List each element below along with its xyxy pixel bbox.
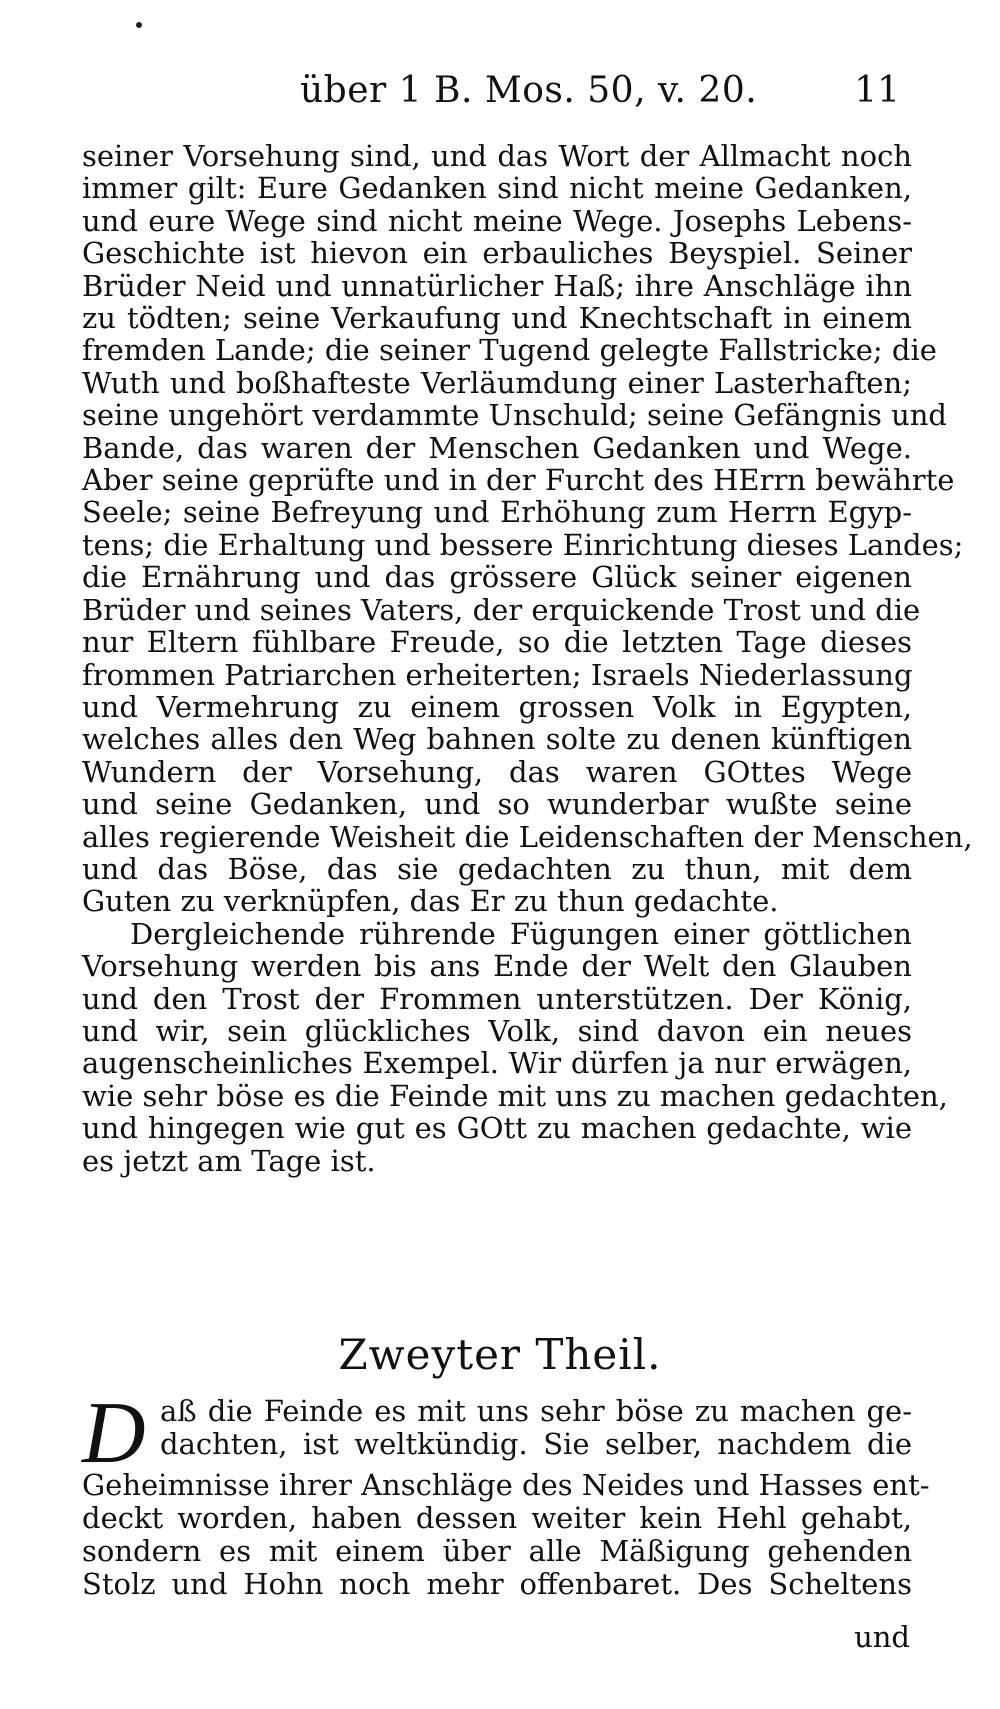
text-line: Stolz und Hohn noch mehr offenbaret. Des Scheltens bbox=[82, 1567, 912, 1601]
text-line: immer gilt: Eure Gedanken sind nicht meine Gedanken, bbox=[82, 171, 912, 206]
main-text bbox=[82, 139, 973, 1178]
text-line: seiner Vorsehung sind, und das Wort der Allmacht noch bbox=[82, 139, 912, 173]
text-line: sondern es mit einem über alle Mäßigung gehenden bbox=[82, 1534, 912, 1568]
text-line: es jetzt am Tage ist. bbox=[82, 1143, 376, 1178]
text-line: Geheimnisse ihrer Anschläge des Neides und Hasses ent- bbox=[82, 1468, 930, 1502]
text-line: alles regierende Weisheit die Leidenschaften der Menschen, bbox=[82, 819, 973, 854]
text-line: welches alles den Weg bahnen solte zu denen künftigen bbox=[82, 722, 912, 757]
text-line: zu tödten; seine Verkaufung und Knechtschaft in einem bbox=[82, 301, 912, 336]
text-line: Wuth und boßhafteste Verläumdung einer Lasterhaften; bbox=[82, 365, 912, 400]
text-line: Brüder Neid und unnatürlicher Haß; ihre Anschläge ihn bbox=[82, 268, 912, 303]
paragraph-1 bbox=[82, 139, 973, 919]
text-line: augenscheinliches Exempel. Wir dürfen ja nur erwägen, bbox=[82, 1046, 912, 1081]
text-line: und den Trost der Frommen unterstützen. Der König, bbox=[82, 981, 912, 1016]
text-line: dachten, ist weltkündig. Sie selber, nachdem die bbox=[160, 1427, 912, 1461]
section-heading: Zweyter Theil. bbox=[338, 1330, 662, 1379]
text-line: die Ernährung und das grössere Glück seiner eigenen bbox=[82, 560, 912, 595]
text-line: Geschichte ist hievon ein erbauliches Beyspiel. Seiner bbox=[82, 236, 912, 271]
text-line: Bande, das waren der Menschen Gedanken und Wege. bbox=[82, 430, 912, 465]
page-number: 11 bbox=[854, 70, 900, 111]
text-line: Dergleichende rührende Fügungen einer göttlichen bbox=[130, 916, 912, 951]
page-header bbox=[300, 70, 920, 130]
text-line: Seele; seine Befreyung und Erhöhung zum Herrn Egyp- bbox=[82, 495, 912, 530]
text-line: wie sehr böse es die Feinde mit uns zu machen gedachten, bbox=[82, 1078, 948, 1113]
text-line: aß die Feinde es mit uns sehr böse zu machen ge- bbox=[160, 1394, 912, 1428]
text-line: frommen Patriarchen erheiterten; Israels Niederlassung bbox=[82, 657, 913, 692]
catchword: und bbox=[854, 1620, 910, 1654]
text-line: tens; die Erhaltung und bessere Einrichtung dieses Landes; bbox=[82, 527, 964, 562]
text-line: Guten zu verknüpfen, das Er zu thun gedachte. bbox=[82, 884, 779, 919]
text-line: und Vermehrung zu einem grossen Volk in Egypten, bbox=[82, 689, 912, 724]
text-line: und das Böse, das sie gedachten zu thun, mit dem bbox=[82, 851, 912, 886]
text-line: und wir, sein glückliches Volk, sind davon ein neues bbox=[82, 1013, 912, 1048]
text-line: und eure Wege sind nicht meine Wege. Josephs Lebens- bbox=[82, 203, 912, 238]
text-line: seine ungehört verdammte Unschuld; seine Gefängnis und bbox=[82, 398, 947, 433]
drop-cap: D bbox=[82, 1385, 146, 1482]
text-line: nur Eltern fühlbare Freude, so die letzten Tage dieses bbox=[82, 625, 912, 660]
paragraph-2 bbox=[82, 916, 948, 1178]
text-line: Aber seine geprüfte und in der Furcht des HErrn bewährte bbox=[82, 463, 955, 498]
ink-speck bbox=[136, 22, 142, 28]
text-line: Vorsehung werden bis ans Ende der Welt den Glauben bbox=[82, 949, 912, 984]
text-line: Brüder und seines Vaters, der erquickende Trost und die bbox=[82, 592, 921, 627]
text-line: und seine Gedanken, und so wunderbar wußte seine bbox=[82, 787, 912, 822]
running-title: über 1 B. Mos. 50, v. 20. bbox=[300, 70, 758, 111]
text-line: Wundern der Vorsehung, das waren GOttes Wege bbox=[82, 754, 912, 789]
text-line: fremden Lande; die seiner Tugend gelegte Fallstricke; die bbox=[82, 333, 937, 368]
text-line: deckt worden, haben dessen weiter kein Hehl gehabt, bbox=[82, 1501, 912, 1535]
text-line: und hingegen wie gut es GOtt zu machen gedachte, wie bbox=[82, 1111, 912, 1146]
section-text bbox=[82, 1385, 930, 1601]
